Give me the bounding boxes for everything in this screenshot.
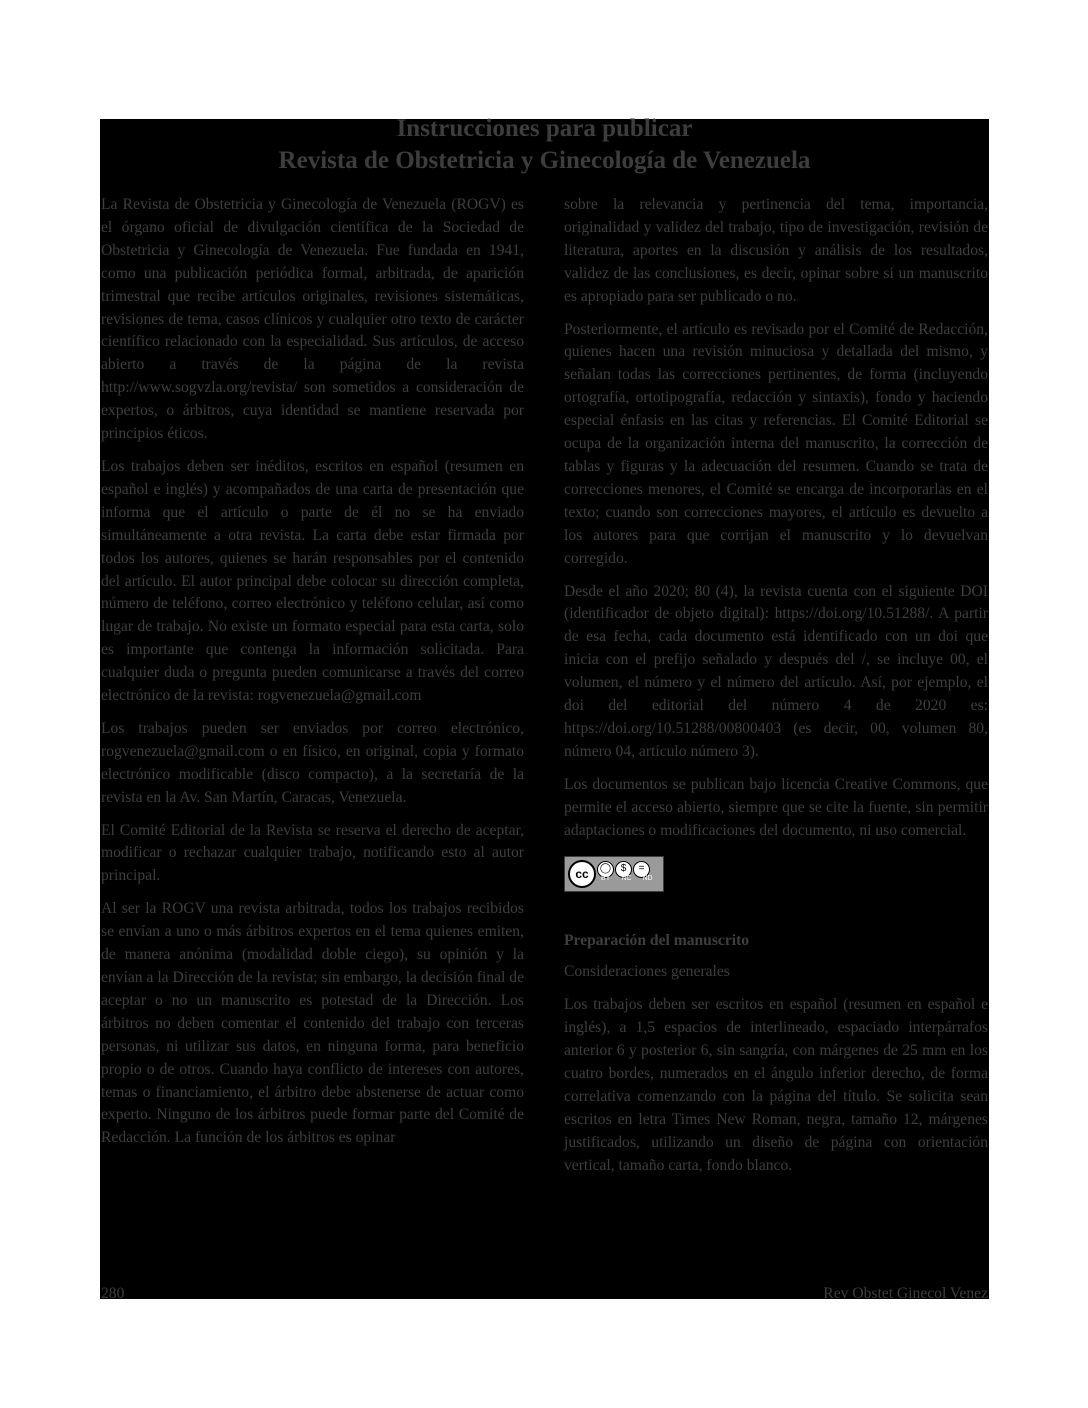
license-label-nd: ND: [642, 874, 653, 882]
paragraph: Posteriormente, el artículo es revisado por el Comité de Redacción, quienes hacen una revisión minuciosa y detallada del mismo, y señalan todas las correcciones pertinentes, de forma (incluyendo ortografía, ortotipografía, redacción y sintaxis), fondo y haciendo especial énfasis en las citas y referencias. El Comité Editorial se ocupa de la organización interna del manuscrito, la corrección de tablas y figuras y la adecuación del resumen. Cuando se trata de correcciones menores, el Comité se encarga de incorporarlas en el texto; cuando son correcciones mayores, el artículo es devuelto a los autores para que corrijan el manuscrito y lo devuelvan corregido.: [564, 320, 988, 567]
journal-abbreviation: Rev Obstet Ginecol Venez: [823, 1285, 988, 1302]
cc-logo-icon: cc: [568, 860, 596, 888]
subsection-heading: Consideraciones generales: [564, 963, 730, 981]
paragraph: Los trabajos deben ser inéditos, escritos en español (resumen en español e inglés) y acompañados de una carta de presentación que informa que el artículo o parte de él no se ha enviado simultáneamente a otra revista. La carta debe estar firmada por todos los autores, quienes se harán responsables por el contenido del artículo. El autor principal debe colocar su dirección completa, número de teléfono, correo electrónico y teléfono celular, así como lugar de trabajo. No existe un formato especial para esta carta, solo es importante que contenga la información solicitada. Para cualquier duda o pregunta pueden comunicarse a través del correo electrónico de la revista: rogvenezuela@gmail.com: [101, 457, 524, 705]
paragraph: Los documentos se publican bajo licencia Creative Commons, que permite el acceso abierto, siempre que se cite la fuente, sin permitir adaptaciones o modificaciones del documento, ni uso comercial.: [564, 775, 988, 839]
creative-commons-badge[interactable]: [564, 856, 664, 892]
paragraph: La Revista de Obstetricia y Ginecología de Venezuela (ROGV) es el órgano oficial de divulgación científica de la Sociedad de Obstetricia y Ginecología de Venezuela. Fue fundada en 1941, como una publicación periódica formal, arbitrada, de aparición trimestral que recibe artículos originales, revisiones sistemáticas, revisiones de tema, casos clínicos y cualquier otro texto de carácter científico relacionado con la especialidad. Sus artículos, de acceso abierto a través de la página de la revista http://www.sogvzla.org/revista/ son sometidos a consideración de expertos, o árbitros, cuya identidad se mantiene reservada por principios éticos.: [101, 196, 524, 443]
title-line-1: Instrucciones para publicar: [396, 115, 693, 142]
page-number: 280: [101, 1285, 125, 1302]
paragraph: Los trabajos pueden ser enviados por correo electrónico, rogvenezuela@gmail.com o en físico, en original, copia y formato electrónico modificable (disco compacto), a la secretaría de la revista en la Av. San Martín, Caracas, Venezuela.: [101, 719, 524, 806]
noderivatives-icon: =: [633, 861, 650, 878]
paragraph: El Comité Editorial de la Revista se reserva el derecho de aceptar, modificar o rechazar cualquier trabajo, notificando esto al autor principal.: [101, 821, 524, 885]
title-line-2: Revista de Obstetricia y Ginecología de Venezuela: [278, 147, 811, 174]
paragraph: Los trabajos deben ser escritos en español (resumen en español e inglés), a 1,5 espacios de interlineado, espaciado interpárrafos anterior 6 y posterior 6, sin sangría, con márgenes de 25 mm en los cuatro bordes, numerados en el ángulo inferior derecho, de forma correlativa comenzando con la página del título. Se solicita sean escritos en letra Times New Roman, negra, tamaño 12, márgenes justificados, utilizando un diseño de página con orientación vertical, tamaño carta, fondo blanco.: [564, 996, 988, 1174]
attribution-icon: ◯: [597, 861, 614, 878]
left-column: [101, 194, 524, 1160]
license-label-nc: NC: [621, 874, 632, 882]
paragraph: Al ser la ROGV una revista arbitrada, todos los trabajos recibidos se envían a uno o más árbitros expertos en el tema quienes emiten, de manera anónima (modalidad doble ciego), su opinión y la envían a la Dirección de la revista; sin embargo, la decisión final de aceptar o no un manuscrito es potestad de la Dirección. Los árbitros no deben comentar el contenido del trabajo con terceras personas, ni utilizar sus datos, en ninguna forma, para beneficio propio o de otros. Cuando haya conflicto de intereses con autores, temas o financiamiento, el árbitro debe abstenerse de actuar como experto. Ninguno de los árbitros puede formar parte del Comité de Redacción. La función de los árbitros es opinar: [101, 900, 524, 1147]
paragraph: Desde el año 2020; 80 (4), la revista cuenta con el siguiente DOI (identificador de objeto digital): https://doi.org/10.51288/. A partir de esa fecha, cada documento está identificado con un doi que inicia con el prefijo señalado y después del /, se incluye 00, el volumen, el número y el número del artículo. Así, por ejemplo, el doi del editorial del número 4 de 2020 es: https://doi.org/10.51288/00800403 (es decir, 00, volumen 80, número 04, artículo número 3).: [564, 582, 988, 760]
license-labels: [601, 868, 653, 891]
license-label-by: BY: [601, 874, 611, 882]
paragraph: sobre la relevancia y pertinencia del tema, importancia, originalidad y validez del trabajo, tipo de investigación, revisión de literatura, aportes en la discusión y análisis de los resultados, validez de las conclusiones, es decir, opinar sobre si un manuscrito es apropiado para ser publicado o no.: [564, 196, 988, 305]
section-heading: Preparación del manuscrito: [564, 932, 750, 950]
page-title: [100, 113, 989, 177]
noncommercial-icon: $: [615, 861, 632, 878]
right-column: [564, 194, 988, 1188]
